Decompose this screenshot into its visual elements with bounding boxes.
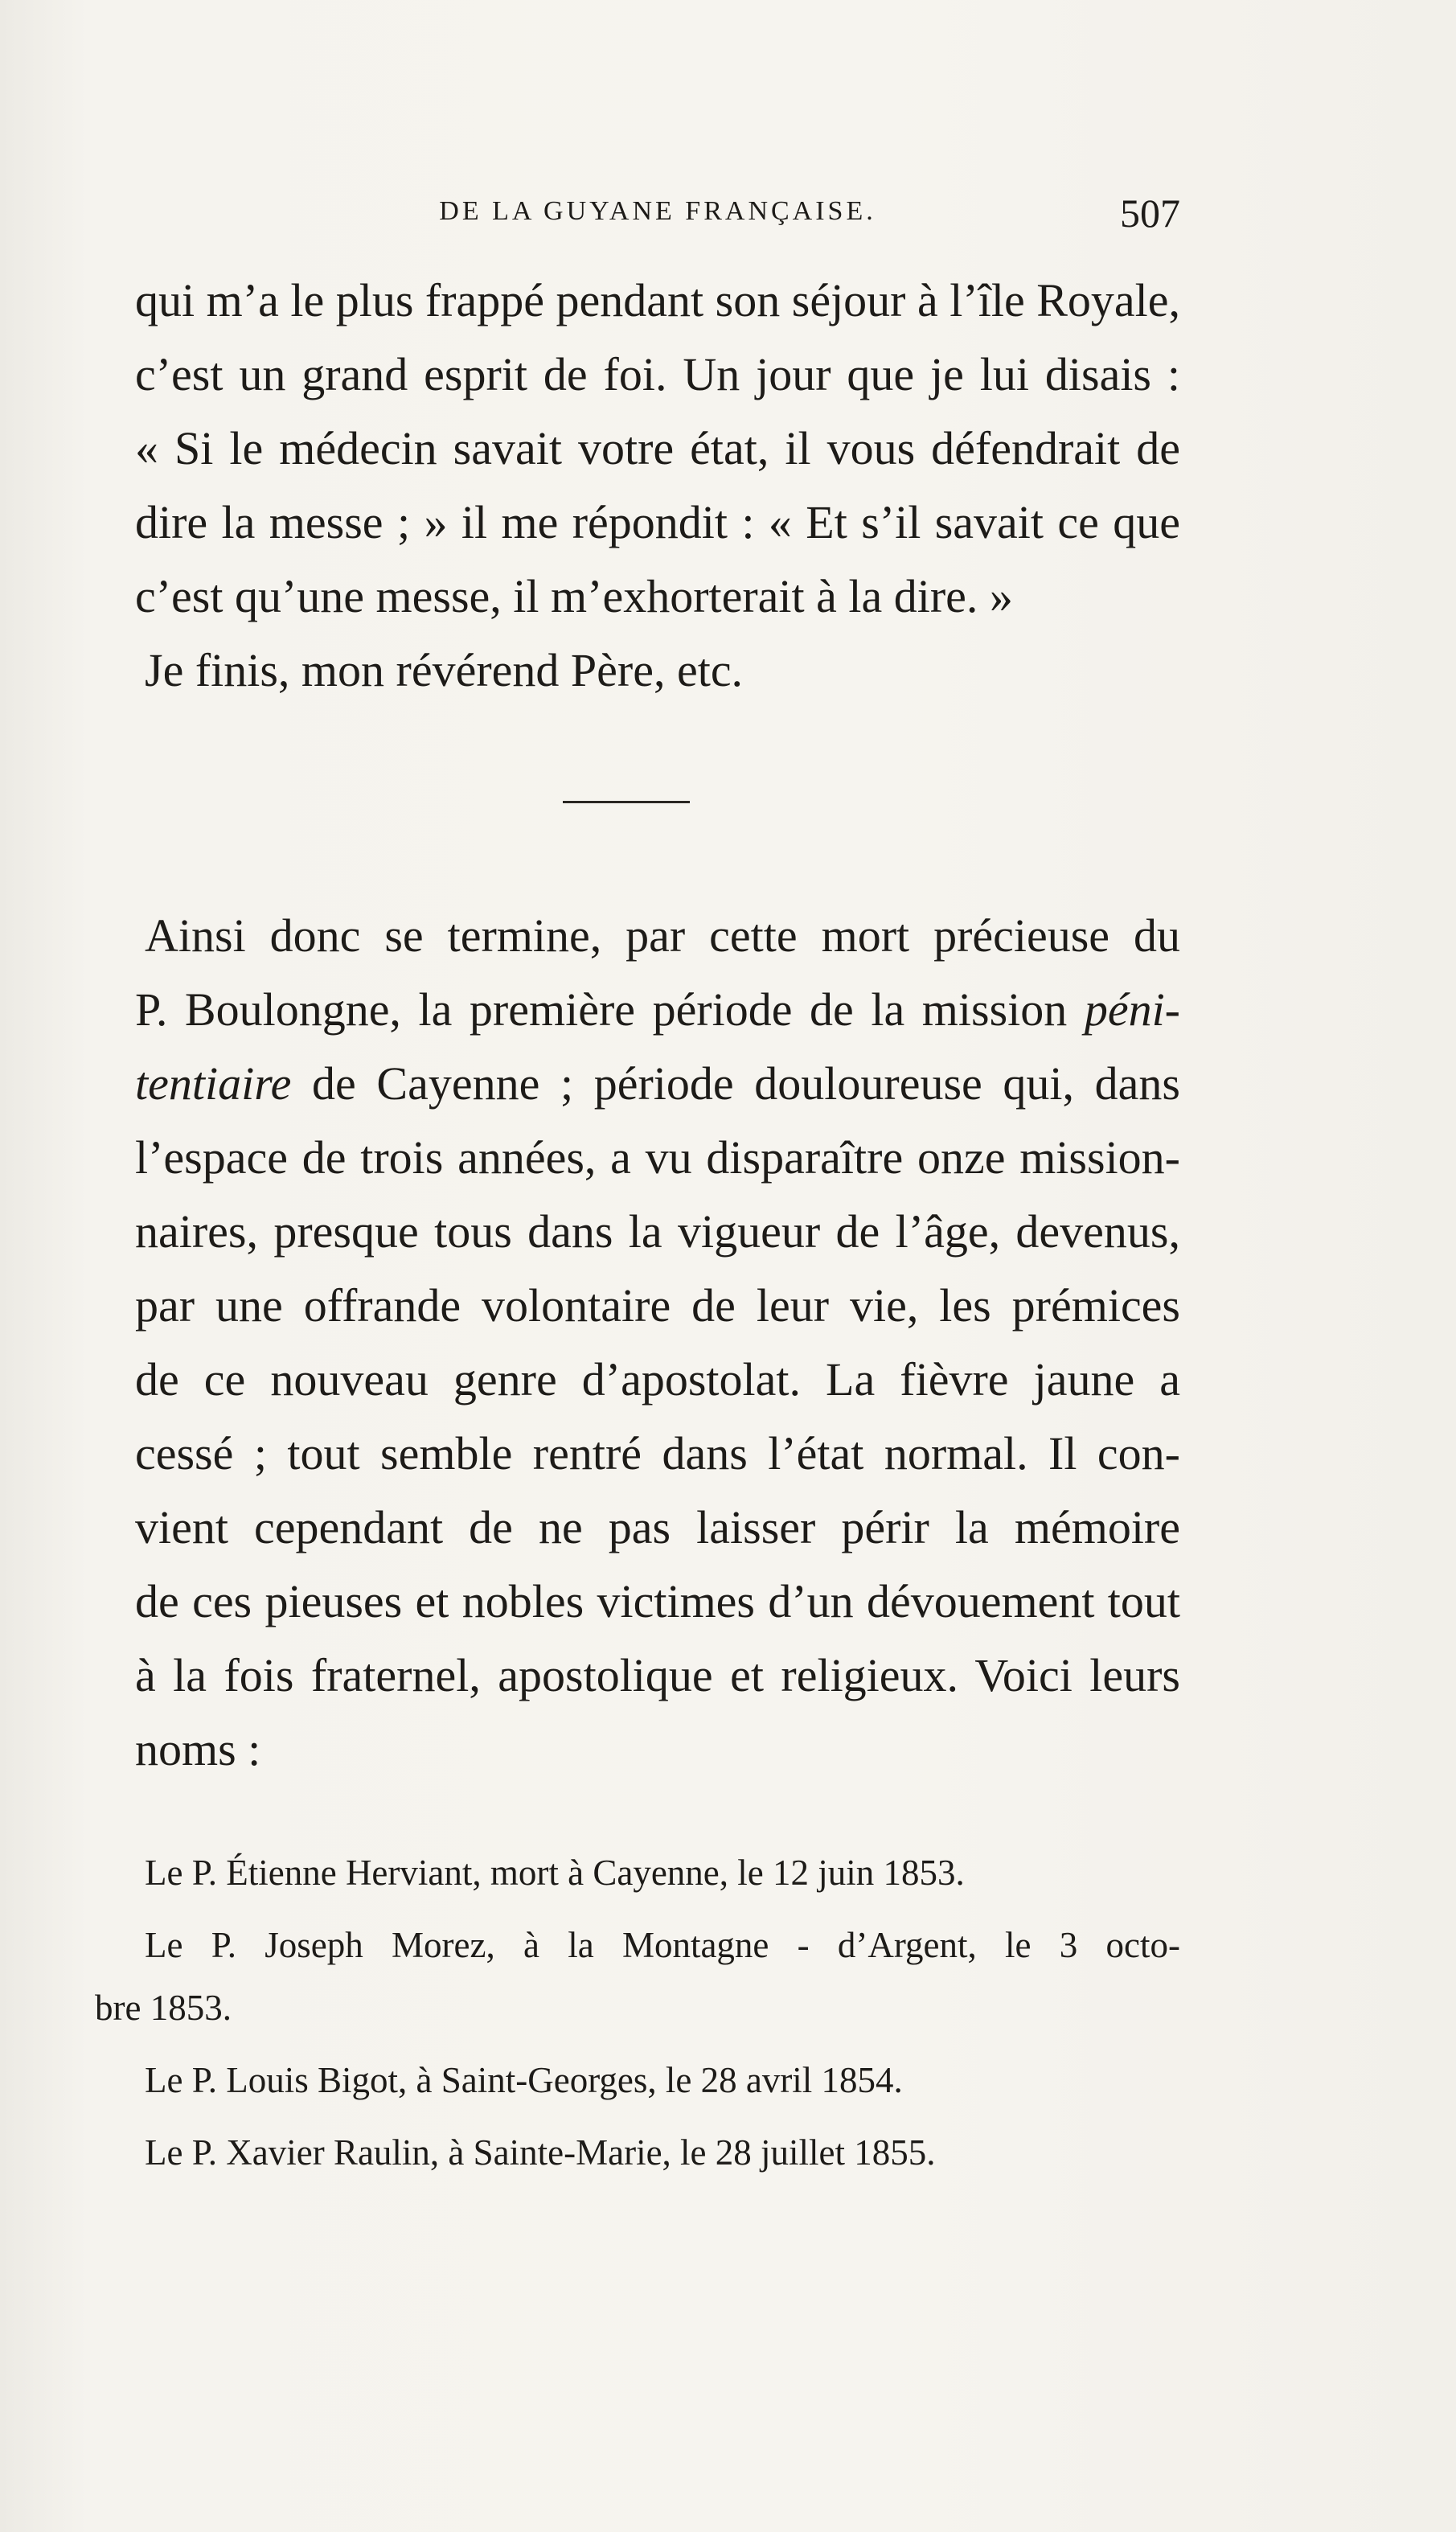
running-title: DE LA GUYANE FRANÇAISE. — [439, 196, 876, 226]
text-line: à la fois fraternel, apostolique et religieux. Voici leurs — [135, 1649, 1180, 1701]
text-span: de Cayenne ; période douloureuse qui, dans — [291, 1057, 1180, 1110]
list-item: Le P. Xavier Raulin, à Sainte-Marie, le 28 juillet 1855. — [145, 2132, 936, 2173]
text-line — [135, 1047, 1180, 1121]
italic-span: péni- — [1084, 983, 1180, 1036]
running-head — [135, 190, 1180, 238]
text-line: Ainsi donc se termine, par cette mort précieuse du — [145, 909, 1180, 962]
text-line: qui m’a le plus frappé pendant son séjour à l’île Royale, — [135, 274, 1180, 326]
paragraph-continued — [135, 264, 1180, 708]
text-line: naires, presque tous dans la vigueur de l’âge, devenus, — [135, 1205, 1180, 1258]
text-line: cessé ; tout semble rentré dans l’état normal. Il con- — [135, 1427, 1180, 1479]
list-item: Le P. Joseph Morez, à la Montagne - d’Argent, le 3 octo- — [145, 1925, 1180, 1965]
text-line: c’est un grand esprit de foi. Un jour que je lui disais : — [135, 348, 1180, 400]
text-line: noms : — [135, 1723, 261, 1775]
text-line: vient cependant de ne pas laisser périr la mémoire — [135, 1501, 1180, 1553]
text-line: par une offrande volontaire de leur vie, les prémices — [135, 1279, 1180, 1332]
text-line: l’espace de trois années, a vu disparaître onze mission- — [135, 1131, 1180, 1184]
paragraph-main — [135, 899, 1180, 1787]
text-span: P. Boulongne, la première période de la mission — [135, 983, 1085, 1036]
text-line: de ce nouveau genre d’apostolat. La fièvre jaune a — [135, 1353, 1180, 1406]
missionaries-list — [95, 1841, 1180, 2184]
text-line — [135, 973, 1180, 1047]
text-line: « Si le médecin savait votre état, il vous défendrait de — [135, 422, 1180, 474]
list-item: Le P. Étienne Herviant, mort à Cayenne, le 12 juin 1853. — [145, 1853, 965, 1893]
list-item: Le P. Louis Bigot, à Saint-Georges, le 28 avril 1854. — [145, 2060, 903, 2100]
italic-span: tentiaire — [135, 1057, 292, 1110]
closing-line: Je finis, mon révérend Père, etc. — [145, 644, 744, 696]
page-number: 507 — [1120, 191, 1180, 236]
list-item-continuation: bre 1853. — [95, 1988, 232, 2028]
text-line: de ces pieuses et nobles victimes d’un dévouement tout — [135, 1575, 1180, 1627]
text-line: c’est qu’une messe, il m’exhorterait à la dire. » — [135, 570, 1013, 622]
section-separator — [563, 801, 690, 803]
text-line: dire la messe ; » il me répondit : « Et s’il savait ce que — [135, 496, 1180, 548]
